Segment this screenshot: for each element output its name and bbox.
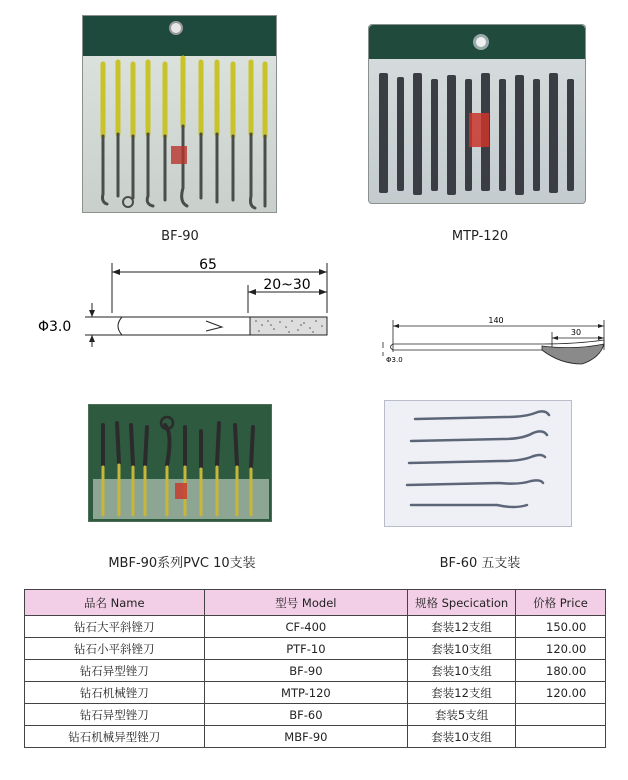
cell-price: 180.00 [516, 660, 606, 682]
cell-spec: 套装10支组 [408, 726, 516, 748]
cell-price [516, 726, 606, 748]
cell-model: MTP-120 [204, 682, 408, 704]
caption-bf90: BF-90 [161, 229, 199, 244]
cell-model: MBF-90 [204, 726, 408, 748]
dim-overall-length: 140 [488, 316, 504, 325]
mtp-grit-section [542, 344, 604, 364]
header-model: 型号 Model [204, 590, 408, 616]
table-header-row [25, 590, 606, 616]
table-row [25, 726, 606, 748]
header-spec: 规格 Specication [408, 590, 516, 616]
dim-grit-length: 30 [570, 328, 582, 337]
cell-name: 钻石异型锉刀 [25, 704, 205, 726]
cell-spec: 套装12支组 [408, 682, 516, 704]
mbf90-product-photo [88, 404, 272, 522]
dim-diameter: Φ3.0 [38, 319, 72, 335]
cell-model: BF-90 [204, 660, 408, 682]
cell-model: CF-400 [204, 616, 408, 638]
bf60-files-illustration [385, 401, 572, 527]
cell-name: 钻石机械异型锉刀 [25, 726, 205, 748]
cell-model: BF-60 [204, 704, 408, 726]
cell-price: 150.00 [516, 616, 606, 638]
caption-mbf90: MBF-90系列PVC 10支装 [108, 556, 256, 571]
cell-price: 120.00 [516, 682, 606, 704]
dim-grit-length: 20~30 [263, 277, 311, 293]
cell-name: 钻石大平斜锉刀 [25, 616, 205, 638]
dim-diameter: Φ3.0 [386, 356, 403, 364]
table-row [25, 638, 606, 660]
cell-spec: 套装10支组 [408, 638, 516, 660]
cell-name: 钻石小平斜锉刀 [25, 638, 205, 660]
mtp-file-dimension-drawing [376, 314, 616, 384]
bf-file-dimension-drawing [30, 255, 340, 355]
table-row [25, 616, 606, 638]
bf90-files-illustration [83, 16, 277, 213]
caption-mtp120: MTP-120 [451, 229, 509, 244]
cell-price: 120.00 [516, 638, 606, 660]
bf90-product-photo [82, 15, 277, 213]
bf60-product-photo [384, 400, 572, 527]
cell-model: PTF-10 [204, 638, 408, 660]
cell-price [516, 704, 606, 726]
table-row [25, 682, 606, 704]
caption-bf60: BF-60 五支装 [439, 556, 521, 571]
header-price: 价格 Price [516, 590, 606, 616]
mtp120-product-photo [368, 24, 586, 204]
cell-spec: 套装12支组 [408, 616, 516, 638]
cell-spec: 套装5支组 [408, 704, 516, 726]
price-table [24, 589, 606, 748]
mtp120-files-illustration [369, 25, 586, 204]
dim-overall-length: 65 [199, 257, 217, 273]
cell-name: 钻石机械锉刀 [25, 682, 205, 704]
cell-spec: 套装10支组 [408, 660, 516, 682]
cell-name: 钻石异型锉刀 [25, 660, 205, 682]
table-row [25, 660, 606, 682]
header-name: 品名 Name [25, 590, 205, 616]
table-row [25, 704, 606, 726]
mbf90-files-illustration [89, 405, 272, 522]
